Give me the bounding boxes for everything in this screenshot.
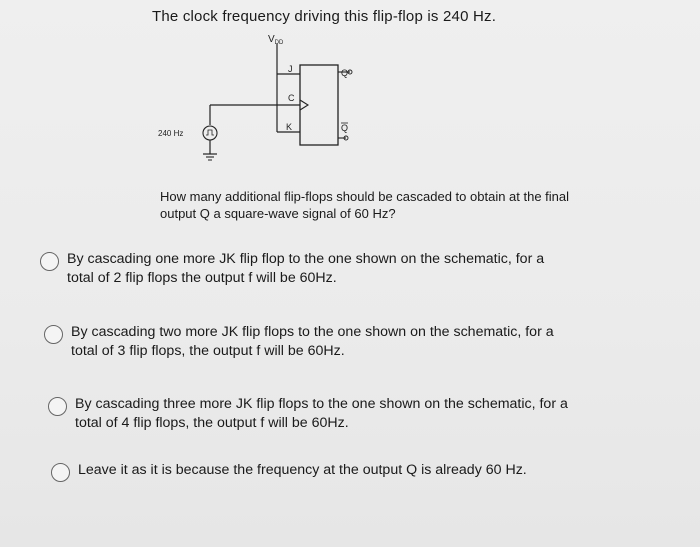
- question-line-2: output Q a square-wave signal of 60 Hz?: [160, 206, 396, 221]
- question-text: [160, 188, 680, 222]
- option-4-label: Leave it as it is because the frequency at the output Q is already 60 Hz.: [78, 462, 527, 478]
- option-1[interactable]: [40, 250, 544, 288]
- option-4-radio[interactable]: [51, 463, 70, 482]
- option-2-label: By cascading two more JK flip flops to the one shown on the schematic, for a total of 3 flip flops, the output f will be 60Hz.: [71, 324, 554, 359]
- option-3-label: By cascading three more JK flip flops to the one shown on the schematic, for a total of 4 flip flops, the output f will be 60Hz.: [75, 396, 568, 431]
- k-label: K: [286, 122, 293, 132]
- j-label: J: [288, 64, 293, 74]
- vdd-label: $V_{DD}$: [268, 34, 284, 46]
- question-title: The clock frequency driving this flip-flop is 240 Hz.: [152, 8, 497, 25]
- option-3[interactable]: [48, 395, 568, 433]
- qbar-label: Q: [341, 123, 349, 133]
- c-label: C: [288, 93, 295, 103]
- jk-flip-flop-schematic: [150, 30, 370, 180]
- square-wave-icon: [206, 130, 214, 135]
- option-4[interactable]: [51, 461, 527, 482]
- question-line-1: How many additional flip-flops should be cascaded to obtain at the final: [160, 189, 570, 204]
- clock-triangle: [300, 100, 308, 110]
- option-1-radio[interactable]: [40, 252, 59, 271]
- source-label: 240 Hz: [158, 129, 184, 138]
- flip-flop-body: [300, 65, 338, 145]
- option-2-radio[interactable]: [44, 325, 63, 344]
- option-2[interactable]: [44, 323, 554, 361]
- option-3-radio[interactable]: [48, 397, 67, 416]
- option-1-label: By cascading one more JK flip flop to the one shown on the schematic, for a total of 2 flip flops the output f will be 60Hz.: [67, 251, 545, 286]
- q-label: Q: [341, 68, 349, 78]
- clock-source-icon: [203, 126, 217, 140]
